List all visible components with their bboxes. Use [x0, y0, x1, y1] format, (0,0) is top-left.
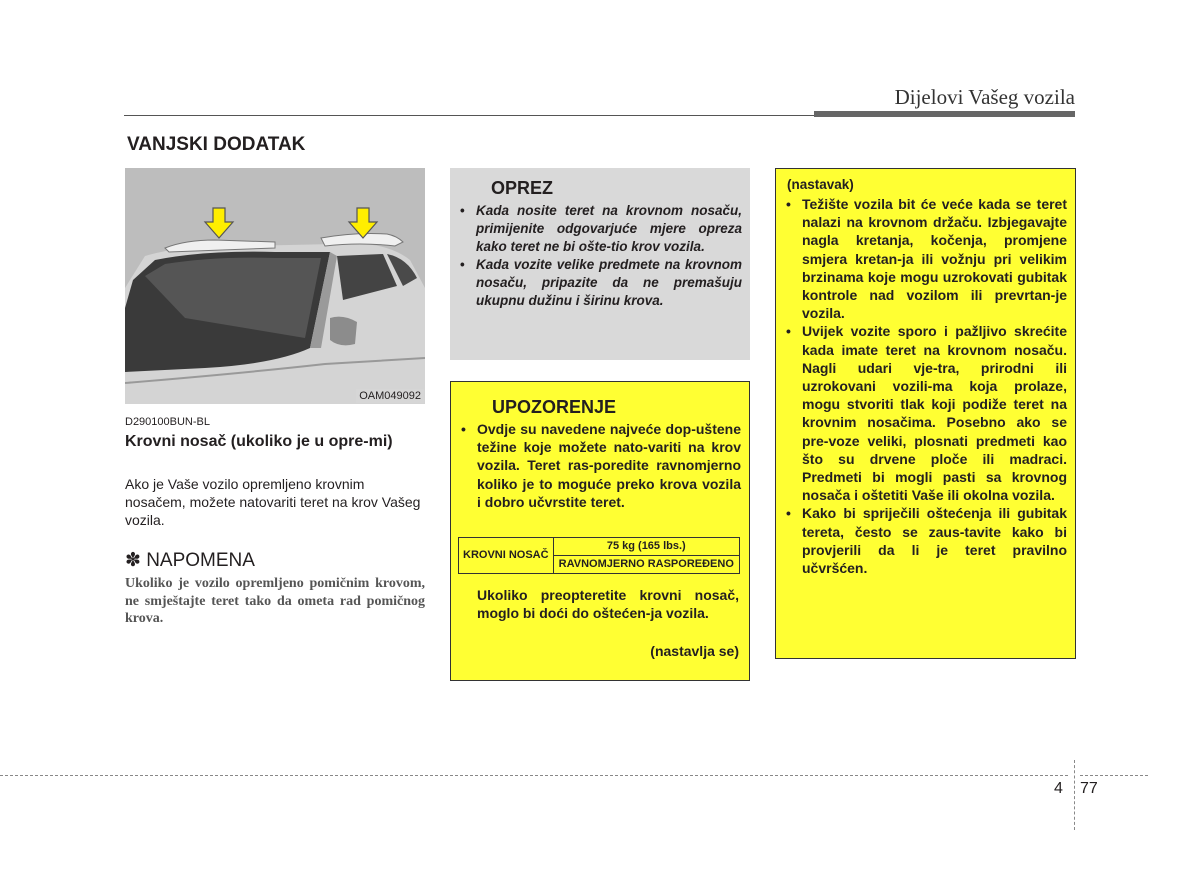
- section-title: VANJSKI DODATAK: [127, 134, 306, 155]
- warning-continuation-box: [775, 168, 1076, 659]
- chapter-number: 4: [1054, 780, 1063, 797]
- car-roof-image: [125, 168, 425, 404]
- caution-item: • Kada vozite velike predmete na krovnom nosaču, pripazite da ne premašuju ukupnu dužinu i širinu krova.: [460, 257, 742, 308]
- load-table-label: KROVNI NOSAČ: [459, 538, 554, 574]
- caution-item: • Kada nosite teret na krovnom nosaču, primijenite odgovarjuće mjere opreza kako teret ne bi ošte-tio krov vozila.: [460, 203, 742, 254]
- continuation-item: • Kako bi spriječili oštećenja ili gubitak tereta, često se zaus-tavite kako bi provjerili da li je teret pravilno učvršćen.: [786, 505, 1067, 577]
- caution-box: [450, 168, 750, 360]
- bullet-icon: •: [786, 505, 791, 522]
- load-limit-table: [458, 537, 740, 574]
- caution-title: OPREZ: [491, 178, 554, 198]
- bullet-icon: •: [460, 257, 465, 272]
- image-code-caption: OAM049092: [356, 389, 424, 403]
- caution-list: [458, 202, 742, 310]
- warning-overload-text: Ukoliko preopteretite krovni nosač, moglo bi doći do oštećen-ja vozila.: [477, 587, 739, 622]
- warning-item: • Ovdje su navedene najveće dop-uštene težine koje možete nato-variti na krov vozila. Teret ras-poredite ravnomjerno koliko je to moguće preko krova vozila i dobro učvrstite teret.: [461, 421, 741, 510]
- note-heading: [125, 550, 255, 572]
- note-star-icon: ✽: [125, 550, 141, 571]
- footer-vertical-divider: [1074, 760, 1075, 830]
- warning-continues-label: (nastavlja se): [650, 643, 739, 659]
- continuation-item: • Težište vozila bit će veće kada se teret nalazi na krovnom držaču. Izbjegavajte nagla kretanja, kočenja, promjene smjera kretan-ja ili vožnju pri velikim brzinama koje mogu uzrokovati gubitak kontrole nad vozilom ili prevrtan-je vozila.: [786, 196, 1067, 322]
- load-table-weight: 75 kg (165 lbs.): [553, 538, 739, 556]
- bullet-icon: •: [786, 196, 791, 212]
- subsection-heading: Krovni nosač (ukoliko je u opre-mi): [125, 433, 393, 450]
- bullet-icon: •: [786, 323, 791, 340]
- document-code: D290100BUN-BL: [125, 416, 210, 428]
- bullet-icon: •: [461, 421, 466, 437]
- page-header-title: Dijelovi Vašeg vozila: [894, 85, 1075, 109]
- footer-divider-right: [1080, 775, 1148, 776]
- warning-title: UPOZORENJE: [492, 397, 617, 417]
- bullet-icon: •: [460, 203, 465, 218]
- roof-rack-illustration: [125, 168, 425, 404]
- footer-divider: [0, 775, 1068, 776]
- note-text: Ukoliko je vozilo opremljeno pomičnim krovom, ne smještajte teret tako da ometa rad pomičnog krova.: [125, 576, 425, 626]
- body-paragraph: Ako je Vaše vozilo opremljeno krovnim nosačem, možete natovariti teret na krov Vašeg vozila.: [125, 476, 421, 528]
- continuation-label: (nastavak): [787, 177, 854, 192]
- continuation-list: [784, 195, 1067, 577]
- header-divider-bar: [814, 111, 1075, 117]
- warning-box: [450, 381, 750, 681]
- load-table-distribution: RAVNOMJERNO RASPOREĐENO: [553, 556, 739, 574]
- continuation-item: • Uvijek vozite sporo i pažljivo skrećite kada imate teret na krovnom nosaču. Nagli udari vje-tra, prirodni ili uzrokovani vozili-ma koja prolaze, mogu stvoriti tlak koji podiže teret na krovnim nosačima. Posebno ako se pre-voze veliki, plosnati predmeti kao što su drvene ploče ili madraci. Predmeti bi mogli pasti sa krovnog nosača i oštetiti Vaše ili okolna vozila.: [786, 323, 1067, 504]
- warning-list: [459, 420, 741, 511]
- page-number: 77: [1080, 780, 1098, 797]
- note-heading-label: NAPOMENA: [146, 550, 255, 571]
- header-divider: [124, 115, 814, 116]
